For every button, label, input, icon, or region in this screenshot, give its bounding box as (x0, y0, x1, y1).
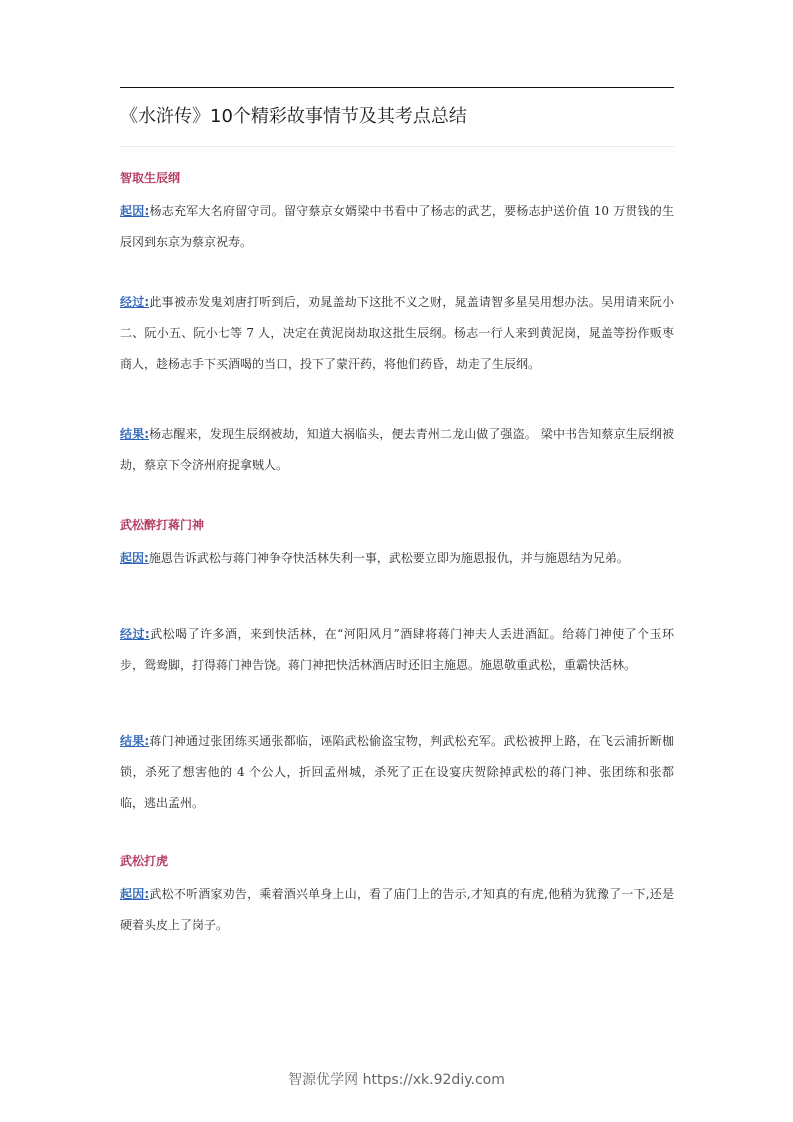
paragraph-text: 此事被赤发鬼刘唐打听到后，劝晁盖劫下这批不义之财，晁盖请智多星吴用想办法。吴用请来阮小二、阮小五、阮小七等 7 人，决定在黄泥岗劫取这批生辰纲。杨志一行人来到黄泥岗，晁盖等扮作贩枣商人，趁杨志手下买酒喝的当口，投下了蒙汗药，将他们药昏，劫走了生辰纲。 (120, 295, 674, 371)
section-heading: 武松打虎 (120, 854, 169, 868)
label-result: 结果: (120, 734, 150, 748)
document-title: 《水浒传》10个精彩故事情节及其考点总结 (120, 106, 467, 127)
paragraph-cause (120, 543, 674, 574)
label-process: 经过: (120, 295, 150, 309)
section-heading: 武松醉打蒋门神 (120, 518, 205, 532)
label-cause: 起因: (120, 887, 150, 901)
paragraph-process (120, 619, 674, 681)
paragraph-result (120, 419, 674, 481)
footer-watermark: 智源优学网 https://xk.92diy.com (288, 1072, 505, 1088)
header-rule (120, 87, 674, 88)
label-result: 结果: (120, 427, 150, 441)
paragraph-cause (120, 879, 674, 941)
paragraph-process (120, 287, 674, 380)
label-cause: 起因: (120, 204, 150, 218)
paragraph-result (120, 726, 674, 819)
section-heading: 智取生辰纲 (120, 171, 181, 185)
paragraph-text: 武松不听酒家劝告，乘着酒兴单身上山，看了庙门上的告示,才知真的有虎,他稍为犹豫了一下,还是硬着头皮上了岗子。 (120, 887, 674, 932)
paragraph-text: 施恩告诉武松与蒋门神争夺快活林失利一事，武松要立即为施恩报仇，并与施恩结为兄弟。 (148, 551, 629, 565)
paragraph-text: 杨志醒来，发现生辰纲被劫，知道大祸临头，便去青州二龙山做了强盗。 梁中书告知蔡京生辰纲被劫，蔡京下令济州府捉拿贼人。 (120, 427, 674, 472)
document-page (120, 0, 674, 1122)
paragraph-text: 武松喝了许多酒，来到快活林，在“河阳风月”酒肆将蒋门神夫人丢进酒缸。给蒋门神使了个玉环步，鸳鸯脚，打得蒋门神告饶。蒋门神把快活林酒店时还旧主施恩。施恩敬重武松，重霸快活林。 (120, 627, 674, 672)
paragraph-text: 蒋门神通过张团练买通张都临，诬陷武松偷盗宝物，判武松充军。武松被押上路，在飞云浦折断枷锁，杀死了想害他的 4 个公人，折回孟州城，杀死了正在设宴庆贺除掉武松的蒋门神、张团练和张都临，逃出孟州。 (120, 734, 674, 810)
label-cause: 起因: (120, 551, 149, 565)
title-divider (120, 146, 674, 147)
paragraph-cause (120, 196, 674, 258)
paragraph-text: 杨志充军大名府留守司。留守蔡京女婿梁中书看中了杨志的武艺，要杨志护送价值 10 万贯钱的生辰冈到东京为蔡京祝寿。 (120, 204, 674, 249)
label-process: 经过: (120, 627, 150, 641)
